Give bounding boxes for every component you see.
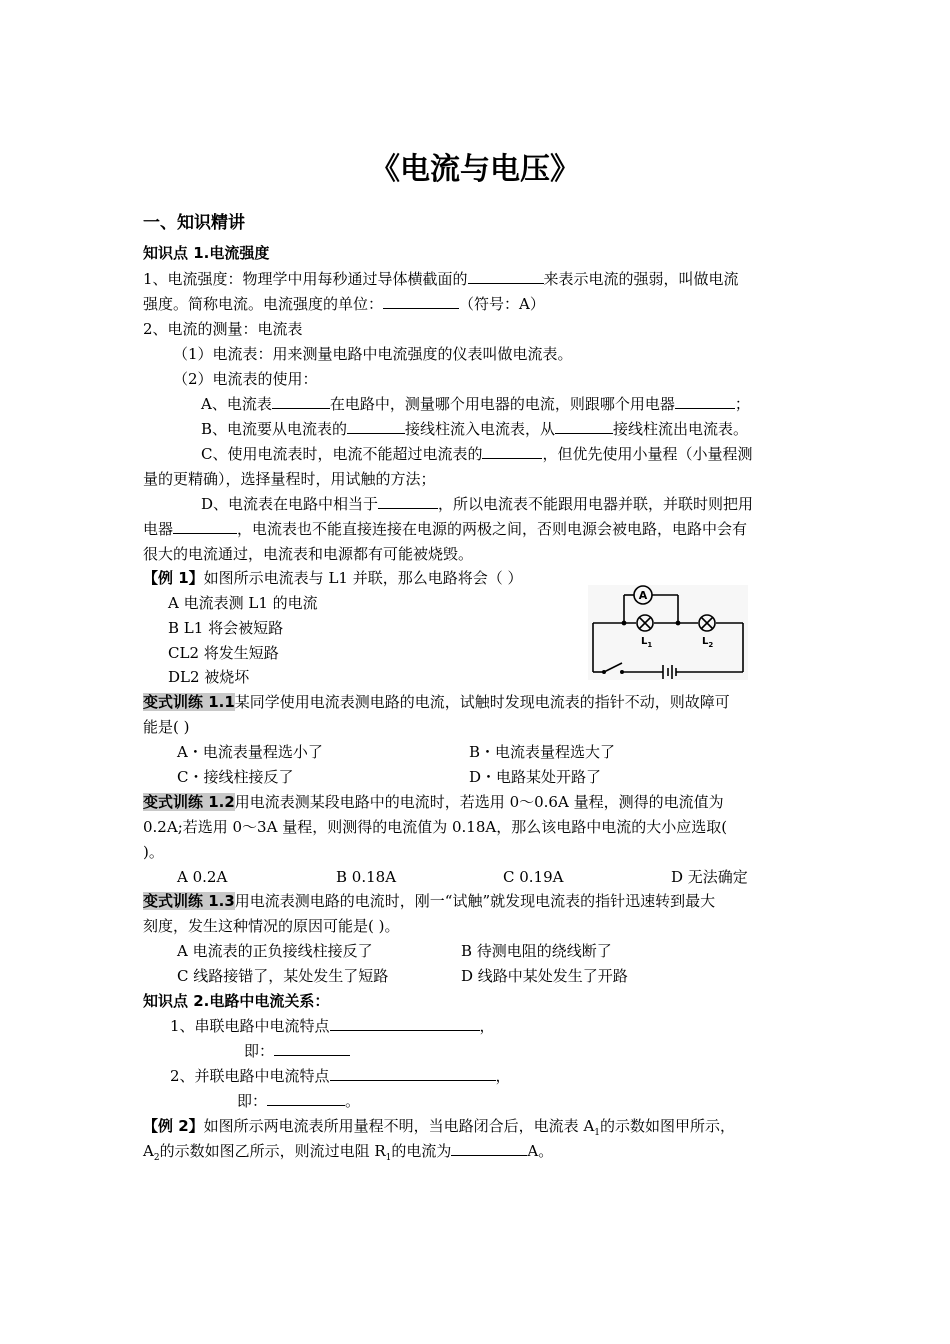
option-b[interactable]: B 待测电阻的绕线断了 (461, 942, 612, 960)
kp1-line-11: 电器 ，电流表也不能直接连接在电源的两极之间，否则电源会被电路，电路中会有 (143, 520, 748, 538)
fill-blank[interactable] (330, 1065, 496, 1081)
fill-blank[interactable] (330, 1015, 480, 1031)
option-c[interactable]: CL2 将发生短路 (168, 644, 279, 662)
fill-blank[interactable] (451, 1140, 527, 1156)
option-b[interactable]: B 0.18A (336, 868, 397, 886)
fill-blank[interactable] (468, 268, 544, 284)
kp1-line-12: 很大的电流通过，电流表和电源都有可能被烧毁。 (143, 545, 474, 563)
fill-blank[interactable] (267, 1090, 345, 1106)
variant-1-1-question-cont: 能是( ) (143, 718, 190, 736)
kp2-line-3: 2、并联电路中电流特点 ， (170, 1067, 511, 1085)
example-2-question-cont: $A_2$的示数如图乙所示，则流过电阻 $R_1$的电流为 A。 (143, 1142, 554, 1163)
variant-1-2-question-cont: 0.2A;若选用 0～3A 量程，则测得的电流值为 0.18A，那么该电路中电流的大小应选取( (143, 818, 728, 836)
kp1-line-6: A、电流表 在电路中，测量哪个用电器的电流，则跟哪个用电器 ； (201, 395, 750, 413)
option-d[interactable]: DL2 被烧坏 (168, 668, 250, 686)
kp2-line-2: 即： (244, 1040, 350, 1062)
fill-blank[interactable] (173, 518, 237, 534)
variant-1-3-question: 变式训练 1.3用电流表测电路的电流时，刚一“试触”就发现电流表的指针迅速转到最大 (143, 892, 716, 910)
kp1-line-10: D、电流表在电路中相当于 ，所以电流表不能跟用电器并联，并联时则把用 (201, 495, 754, 513)
kp2-line-4: 即： 。 (237, 1092, 361, 1110)
fill-blank[interactable] (555, 418, 613, 434)
fill-blank[interactable] (347, 418, 405, 434)
kp1-line-9: 量的更精确），选择量程时，用试触的方法； (143, 470, 436, 488)
variant-1-1-question: 变式训练 1.1某同学使用电流表测电路的电流，试触时发现电流表的指针不动，则故障可 (143, 693, 730, 711)
circuit-diagram (588, 585, 748, 680)
lamp1-label: $L_1$ (641, 636, 653, 649)
example-2-question: 【例 2】如图所示两电流表所用量程不明，当电路闭合后，电流表 $A_1$的示数如图甲所示， (143, 1117, 736, 1138)
lamp2-label: $L_2$ (702, 636, 714, 649)
variant-1-2-question-end: )。 (143, 843, 164, 861)
page-title: 《电流与电压》 (370, 152, 580, 187)
fill-blank[interactable] (378, 493, 438, 509)
option-d[interactable]: D・电路某处开路了 (469, 768, 602, 786)
fill-blank[interactable] (675, 393, 735, 409)
fill-blank[interactable] (272, 393, 330, 409)
kp1-line-5: （2）电流表的使用： (173, 370, 318, 388)
fill-blank[interactable] (274, 1040, 350, 1056)
option-a[interactable]: A 0.2A (177, 868, 228, 886)
option-a[interactable]: A・电流表量程选小了 (177, 743, 323, 761)
option-c[interactable]: C・接线柱接反了 (177, 768, 294, 786)
section-heading: 一、知识精讲 (143, 213, 245, 233)
kp2-heading: 知识点 2.电路中电流关系： (143, 992, 330, 1010)
kp1-line-3: 2、电流的测量：电流表 (143, 320, 303, 338)
kp2-line-1: 1、串联电路中电流特点 ， (170, 1017, 495, 1035)
junction-dot (622, 621, 627, 626)
fill-blank[interactable] (482, 443, 542, 459)
ammeter-label: A (638, 589, 648, 602)
example-1-question: 【例 1】如图所示电流表与 L1 并联，那么电路将会（ ） (143, 569, 523, 587)
option-a[interactable]: A 电流表的正负接线柱接反了 (177, 942, 373, 960)
option-d[interactable]: D 线路中某处发生了开路 (461, 967, 628, 985)
kp1-line-7: B、电流要从电流表的 接线柱流入电流表，从 接线柱流出电流表。 (201, 420, 749, 438)
kp1-line-2: 强度。简称电流。电流强度的单位： （符号：A） (143, 295, 545, 313)
option-b[interactable]: B L1 将会被短路 (168, 619, 284, 637)
option-c[interactable]: C 0.19A (503, 868, 564, 886)
kp1-heading: 知识点 1.电流强度 (143, 244, 270, 262)
kp1-line-4: （1）电流表：用来测量电路中电流强度的仪表叫做电流表。 (173, 345, 573, 363)
option-b[interactable]: B・电流表量程选大了 (469, 743, 616, 761)
variant-1-2-question: 变式训练 1.2用电流表测某段电路中的电流时，若选用 0～0.6A 量程，测得的电流值为 (143, 793, 724, 811)
option-c[interactable]: C 线路接错了，某处发生了短路 (177, 967, 389, 985)
variant-1-3-question-cont: 刻度，发生这种情况的原因可能是( )。 (143, 917, 400, 935)
kp1-line-1: 1、电流强度：物理学中用每秒通过导体横截面的 来表示电流的强弱，叫做电流 (143, 270, 739, 288)
kp1-line-8: C、使用电流表时，电流不能超过电流表的 ，但优先使用小量程（小量程测 (201, 445, 753, 463)
option-d[interactable]: D 无法确定 (671, 868, 748, 886)
option-a[interactable]: A 电流表测 L1 的电流 (168, 594, 318, 612)
fill-blank[interactable] (383, 293, 459, 309)
junction-dot (676, 621, 681, 626)
